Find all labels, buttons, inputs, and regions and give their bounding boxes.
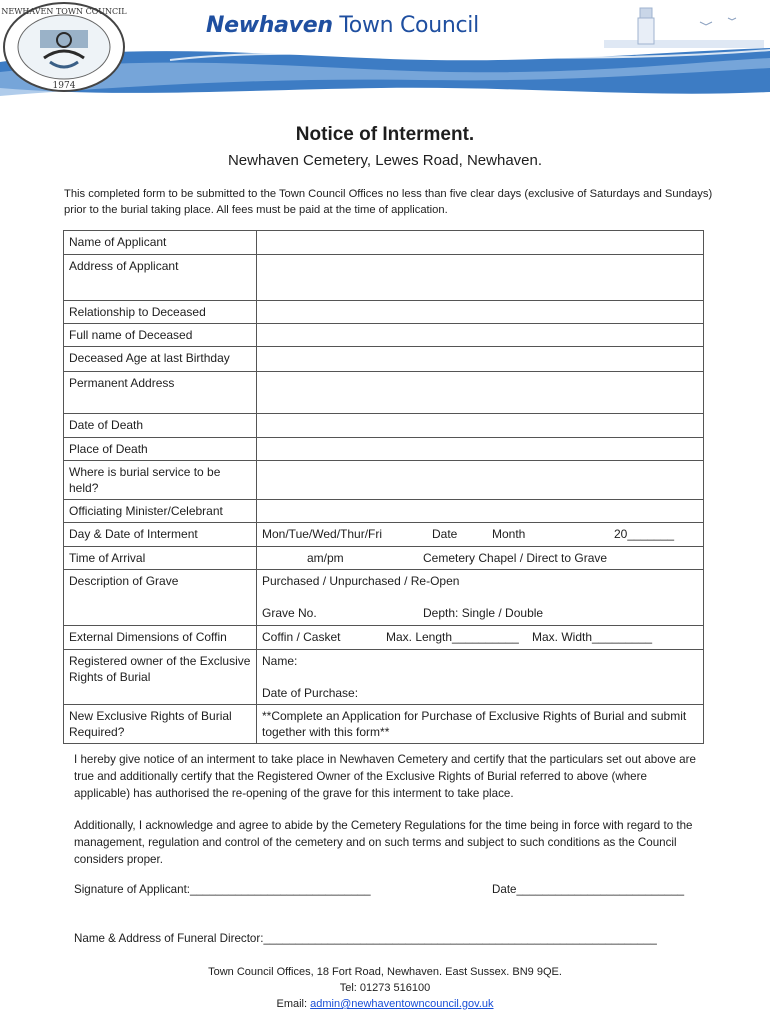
- coffin-options: Coffin / Casket: [262, 630, 341, 644]
- max-length: Max. Length__________: [386, 630, 519, 644]
- address-of-applicant-field[interactable]: [257, 255, 704, 301]
- burial-service-field[interactable]: [257, 461, 704, 500]
- officiating-label: Officiating Minister/Celebrant: [64, 500, 257, 523]
- email-link[interactable]: admin@newhaventowncouncil.gov.uk: [310, 998, 494, 1010]
- form-row: [64, 347, 704, 372]
- deceased-age-field[interactable]: [257, 347, 704, 372]
- purchase-options: Purchased / Unpurchased / Re-Open: [262, 574, 460, 588]
- footer-tel: Tel: 01273 516100: [339, 982, 431, 994]
- owner-date-label: Date of Purchase:: [262, 686, 359, 700]
- day-options: Mon/Tue/Wed/Thur/Fri: [262, 527, 383, 541]
- deceased-age-label: Deceased Age at last Birthday: [64, 347, 257, 372]
- date-of-death-label: Date of Death: [64, 414, 257, 438]
- day-date-field[interactable]: [257, 523, 704, 547]
- place-of-death-label: Place of Death: [64, 438, 257, 461]
- permanent-address-field[interactable]: [257, 372, 704, 414]
- declaration-paragraph-2: Additionally, I acknowledge and agree to abide by the Cemetery Regulations for the time being in force with regard to the management, regulation and control of the cemetery and on such terms and subject to such conditions as the Council considers proper.: [74, 819, 693, 866]
- full-name-deceased-field[interactable]: [257, 324, 704, 347]
- full-name-deceased-label: Full name of Deceased: [64, 324, 257, 347]
- form-row: [64, 626, 704, 650]
- place-of-death-field[interactable]: [257, 438, 704, 461]
- date-of-death-field[interactable]: [257, 414, 704, 438]
- svg-text:NEWHAVEN TOWN COUNCIL: NEWHAVEN TOWN COUNCIL: [1, 7, 127, 16]
- brand-name: Newhaven Town Council: [206, 13, 479, 38]
- relationship-label: Relationship to Deceased: [64, 301, 257, 324]
- name-of-applicant-field[interactable]: [257, 231, 704, 255]
- grave-description-field[interactable]: [257, 570, 704, 626]
- form-row: [64, 461, 704, 500]
- form-row: [64, 438, 704, 461]
- relationship-field[interactable]: [257, 301, 704, 324]
- form-row: [64, 301, 704, 324]
- form-row: [64, 650, 704, 705]
- coffin-dimensions-field[interactable]: [257, 626, 704, 650]
- page-title: Notice of Interment.: [295, 124, 475, 145]
- grave-description-label: Description of Grave: [64, 570, 257, 626]
- svg-text:1974: 1974: [52, 81, 76, 91]
- registered-owner-field[interactable]: [257, 650, 704, 705]
- letterhead: [0, 0, 770, 110]
- footer-address: Town Council Offices, 18 Fort Road, Newhaven. East Sussex. BN9 9QE.: [208, 966, 562, 978]
- page-subtitle: Newhaven Cemetery, Lewes Road, Newhaven.: [227, 152, 543, 169]
- date-word: Date: [432, 527, 458, 541]
- form-row: [64, 500, 704, 523]
- form-row: [64, 255, 704, 301]
- form-row: [64, 570, 704, 626]
- time-of-arrival-field[interactable]: [257, 547, 704, 570]
- form-row: [64, 231, 704, 255]
- form-row: [64, 372, 704, 414]
- footer-email-line: Email: admin@newhaventowncouncil.gov.uk: [276, 998, 494, 1010]
- registered-owner-label: Registered owner of the Exclusive Rights of Burial: [64, 650, 257, 705]
- funeral-director-line[interactable]: Name & Address of Funeral Director:_____________________________________________________________: [74, 932, 657, 945]
- interment-form-table: [63, 230, 704, 744]
- max-width: Max. Width_________: [532, 630, 653, 644]
- lighthouse-icon: [604, 8, 764, 48]
- address-of-applicant-label: Address of Applicant: [64, 255, 257, 301]
- name-of-applicant-label: Name of Applicant: [64, 231, 257, 255]
- declaration-paragraph-1: I hereby give notice of an interment to take place in Newhaven Cemetery and certify that the particulars set out above are true and additionally certify that the Registered Owner of the Exclusive Rights of Burial referred to above (where applicable) has authorised the re-opening of the grave for this interment to take place.: [74, 753, 696, 800]
- grave-no: Grave No.: [262, 606, 317, 620]
- time-of-arrival-label: Time of Arrival: [64, 547, 257, 570]
- signature-line[interactable]: Signature of Applicant:____________________________: [74, 883, 371, 896]
- owner-name-label: Name:: [262, 654, 298, 668]
- form-row: [64, 414, 704, 438]
- depth-options: Depth: Single / Double: [423, 606, 544, 620]
- form-row: [64, 523, 704, 547]
- day-date-label: Day & Date of Interment: [64, 523, 257, 547]
- form-row: [64, 547, 704, 570]
- chapel-option: Cemetery Chapel / Direct to Grave: [423, 551, 608, 565]
- permanent-address-label: Permanent Address: [64, 372, 257, 414]
- date-line[interactable]: Date__________________________: [492, 883, 685, 896]
- intro-text: This completed form to be submitted to the Town Council Offices no less than five clear days (exclusive of Saturdays and Sundays) prior to the burial taking place. All fees must be paid at the time of application.: [64, 188, 713, 216]
- new-rights-label: New Exclusive Rights of Burial Required?: [64, 705, 257, 744]
- ampm: am/pm: [307, 551, 344, 565]
- coffin-dimensions-label: External Dimensions of Coffin: [64, 626, 257, 650]
- form-row: [64, 705, 704, 744]
- council-seal-logo: [0, 0, 128, 94]
- officiating-field[interactable]: [257, 500, 704, 523]
- new-rights-note: **Complete an Application for Purchase of Exclusive Rights of Burial and submit together with this form**: [257, 705, 704, 744]
- burial-service-label: Where is burial service to be held?: [64, 461, 257, 500]
- form-row: [64, 324, 704, 347]
- year-blank: 20_______: [614, 527, 675, 541]
- month-word: Month: [492, 527, 526, 541]
- footer: [0, 964, 770, 1012]
